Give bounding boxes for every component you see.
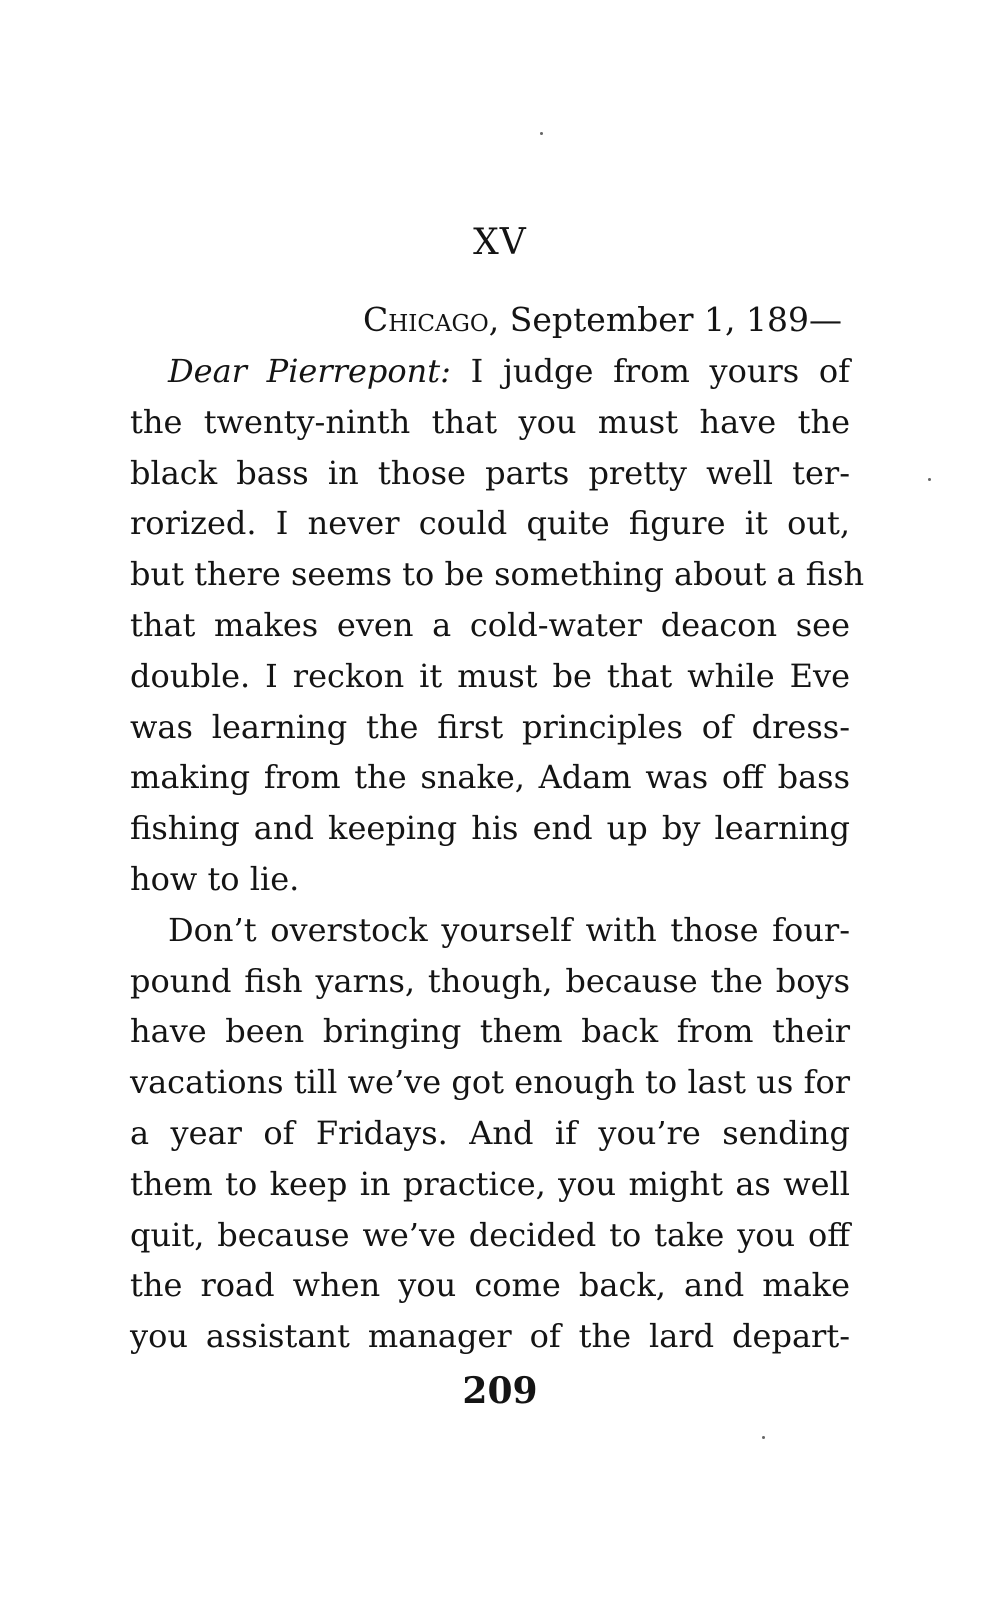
text-line: fishing and keeping his end up by learning (130, 809, 850, 848)
text-line: making from the snake, Adam was off bass (130, 758, 850, 797)
paper-speck (762, 1436, 765, 1439)
text-line: have been bringing them back from their (130, 1012, 850, 1051)
text-line: the twenty-ninth that you must have the (130, 402, 850, 441)
text-line (130, 346, 850, 397)
text-line: the road when you come back, and make (130, 1266, 850, 1305)
text-line: a year of Fridays. And if you’re sending (130, 1113, 850, 1152)
text-line: Don’t overstock yourself with those four- (168, 910, 850, 949)
dateline (130, 300, 842, 339)
text-line: was learning the first principles of dress- (130, 707, 850, 746)
text-line: but there seems to be something about a fish (130, 555, 865, 594)
text-line: pound fish yarns, though, because the boys (130, 961, 850, 1000)
text-line: that makes even a cold-water deacon see (130, 605, 850, 644)
salutation: Dear Pierrepont: (168, 352, 451, 390)
page-number: 209 (462, 1370, 538, 1412)
text-line-content: I judge from yours of (450, 352, 851, 390)
letter-body (130, 346, 865, 1362)
text-line: black bass in those parts pretty well ter- (130, 453, 850, 492)
text-line: rorized. I never could quite figure it out, (130, 504, 850, 543)
text-line: them to keep in practice, you might as well (130, 1164, 850, 1203)
text-line: vacations till we’ve got enough to last us for (130, 1063, 850, 1102)
text-line: how to lie. (130, 859, 300, 898)
text-line: quit, because we’ve decided to take you off (130, 1215, 850, 1254)
text-line: double. I reckon it must be that while Eve (130, 656, 850, 695)
text-line: you assistant manager of the lard depart- (130, 1317, 850, 1356)
paper-speck (540, 132, 543, 135)
chapter-heading: XV (473, 222, 527, 263)
dateline-city: Chicago (362, 300, 489, 339)
paper-speck (928, 478, 931, 481)
dateline-date: , September 1, 189— (488, 300, 842, 339)
